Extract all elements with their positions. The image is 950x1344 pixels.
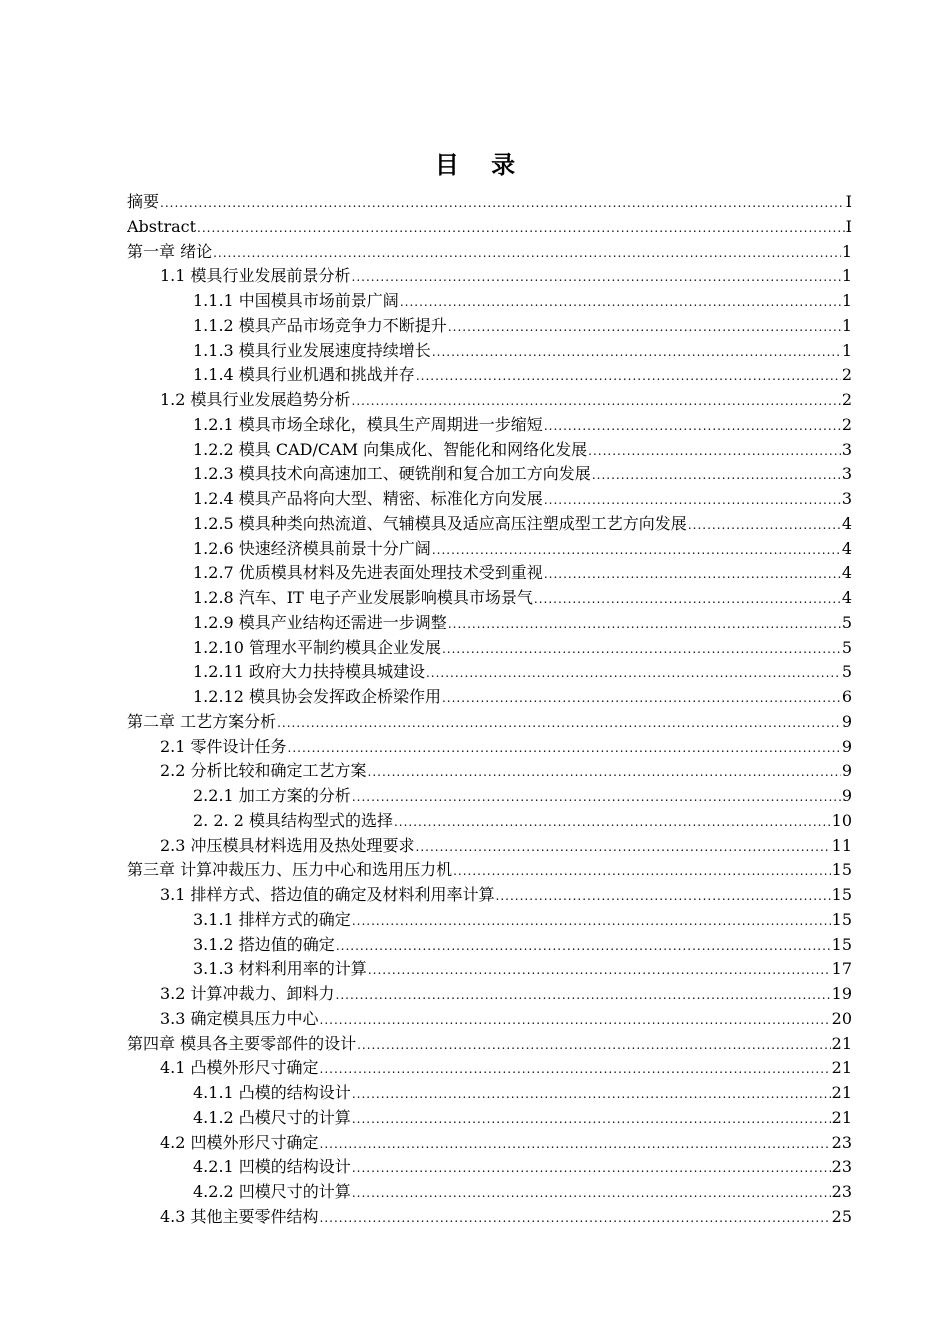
toc-entry-title: 1.2.9 模具产业结构还需进一步调整 (193, 612, 447, 632)
toc-dot-leader (400, 290, 841, 314)
toc-entry-title: 1.1 模具行业发展前景分析 (160, 266, 351, 286)
toc-entry-page-number: 4 (841, 563, 852, 583)
toc-entry[interactable] (127, 883, 852, 908)
toc-entry[interactable] (127, 264, 852, 289)
toc-entry-title: 1.2.11 政府大力扶持模具城建设 (193, 662, 425, 682)
toc-entry-page-number: 5 (841, 662, 852, 682)
toc-entry-page-number: 21 (831, 1083, 852, 1102)
toc-entry[interactable] (127, 982, 852, 1007)
toc-entry[interactable] (127, 438, 852, 463)
toc-entry-title: 4.1 凸模外形尺寸确定 (160, 1058, 319, 1078)
toc-entry[interactable] (127, 809, 852, 834)
toc-dot-leader (426, 661, 841, 685)
toc-entry-page-number: 25 (831, 1206, 852, 1226)
toc-dot-leader (442, 686, 841, 710)
toc-entry-page-number: 3 (841, 439, 852, 459)
toc-dot-leader (416, 835, 831, 859)
toc-entry-title: 1.1.2 模具产品市场竞争力不断提升 (193, 315, 447, 335)
toc-entry-title: 4.2 凹模外形尺寸确定 (160, 1132, 319, 1152)
toc-entry-title: 第二章 工艺方案分析 (127, 711, 277, 731)
toc-entry-title: 1.2.1 模具市场全球化，模具生产周期进一步缩短 (193, 414, 543, 434)
toc-entry-page-number: 17 (831, 959, 852, 979)
toc-dot-leader (534, 587, 841, 611)
toc-dot-leader (320, 1057, 831, 1081)
toc-entry-page-number: 6 (841, 687, 852, 706)
toc-entry-page-number: 4 (841, 538, 852, 558)
toc-dot-leader (544, 562, 841, 586)
toc-dot-leader (320, 1008, 831, 1032)
toc-entry[interactable] (127, 314, 852, 339)
toc-entry[interactable] (127, 190, 852, 215)
toc-entry[interactable] (127, 339, 852, 364)
toc-entry[interactable] (127, 611, 852, 636)
toc-entry-page-number: 1 (841, 266, 852, 286)
toc-entry-title: 1.1.1 中国模具市场前景广阔 (193, 291, 399, 310)
toc-entry[interactable] (127, 908, 852, 933)
toc-entry-page-number: 15 (831, 885, 852, 904)
toc-entry[interactable] (127, 537, 852, 562)
toc-entry[interactable] (127, 363, 852, 388)
toc-dot-leader (352, 1082, 831, 1106)
toc-entry-title: 4.2.2 凹模尺寸的计算 (193, 1182, 351, 1201)
toc-entry-page-number: 2 (841, 414, 852, 434)
toc-entry-page-number: 15 (831, 909, 852, 929)
toc-entry-title: 3.1 排样方式、搭边值的确定及材料利用率计算 (160, 885, 495, 904)
toc-dot-leader (448, 315, 841, 339)
toc-entry-title: 2.1 零件设计任务 (160, 736, 287, 756)
toc-entry-page-number: 5 (841, 637, 852, 657)
toc-entry-title: 2.3 冲压模具材料选用及热处理要求 (160, 835, 415, 855)
toc-entry[interactable] (127, 1007, 852, 1032)
toc-dot-leader (368, 958, 831, 982)
toc-dot-leader (544, 414, 841, 438)
toc-entry[interactable] (127, 586, 852, 611)
toc-dot-leader (160, 191, 845, 215)
toc-dot-leader (432, 340, 841, 364)
toc-entry-title: 3.1.2 搭边值的确定 (193, 934, 335, 954)
toc-entry-page-number: 1 (841, 340, 852, 360)
toc-entry-title: 1.2.4 模具产品将向大型、精密、标准化方向发展 (193, 489, 543, 508)
toc-entry[interactable] (127, 759, 852, 784)
toc-entry-title: 摘要 (127, 192, 160, 211)
toc-entry-title: Abstract (127, 216, 197, 236)
toc-dot-leader (544, 488, 841, 512)
toc-entry-title: 1.2.2 模具 CAD/CAM 向集成化、智能化和网络化发展 (193, 439, 588, 459)
toc-entry-title: 1.2.3 模具技术向高速加工、硬铣削和复合加工方向发展 (193, 464, 591, 484)
toc-entry[interactable] (127, 784, 852, 809)
toc-entry-page-number: 10 (831, 810, 852, 830)
toc-entry-title: 3.1.1 排样方式的确定 (193, 909, 351, 929)
toc-dot-leader (688, 513, 841, 537)
toc-entry-page-number: 21 (831, 1058, 852, 1078)
toc-entry-title: 第三章 计算冲裁压力、压力中心和选用压力机 (127, 860, 453, 880)
toc-entry-page-number: 23 (831, 1132, 852, 1152)
toc-dot-leader (320, 1132, 831, 1156)
table-of-contents (127, 190, 852, 1230)
toc-entry[interactable] (127, 660, 852, 685)
toc-entry-title: 3.3 确定模具压力中心 (160, 1008, 319, 1028)
toc-entry[interactable] (127, 512, 852, 537)
toc-entry-title: 2. 2. 2 模具结构型式的选择 (193, 810, 393, 830)
toc-entry-title: 4.1.1 凸模的结构设计 (193, 1083, 351, 1102)
toc-entry-title: 第一章 绪论 (127, 241, 213, 261)
toc-entry-page-number: 20 (831, 1008, 852, 1028)
toc-dot-leader (352, 1156, 831, 1180)
toc-entry-title: 4.1.2 凸模尺寸的计算 (193, 1107, 351, 1127)
toc-dot-leader (288, 736, 841, 760)
toc-entry-page-number: 2 (841, 365, 852, 385)
toc-dot-leader (394, 810, 831, 834)
toc-entry[interactable] (127, 1106, 852, 1131)
toc-dot-leader (352, 1107, 831, 1131)
toc-dot-leader (453, 859, 831, 883)
toc-entry-page-number: I (845, 216, 852, 236)
toc-entry-page-number: 9 (841, 736, 852, 756)
toc-entry[interactable] (127, 933, 852, 958)
toc-entry[interactable] (127, 1131, 852, 1156)
toc-entry-title: 1.2.7 优质模具材料及先进表面处理技术受到重视 (193, 563, 543, 583)
toc-dot-leader (588, 439, 841, 463)
toc-entry[interactable] (127, 710, 852, 735)
toc-entry[interactable] (127, 487, 852, 512)
toc-entry[interactable] (127, 1180, 852, 1205)
toc-entry-page-number: 23 (831, 1182, 852, 1201)
toc-entry-title: 1.1.4 模具行业机遇和挑战并存 (193, 365, 415, 385)
toc-entry-title: 1.2.12 模具协会发挥政企桥梁作用 (193, 687, 441, 706)
toc-entry-page-number: 19 (831, 984, 852, 1003)
toc-entry[interactable] (127, 1155, 852, 1180)
toc-entry-page-number: 21 (831, 1107, 852, 1127)
toc-entry-page-number: 23 (831, 1157, 852, 1177)
toc-entry-title: 1.2.8 汽车、IT 电子产业发展影响模具市场景气 (193, 588, 533, 607)
toc-entry-page-number: 5 (841, 612, 852, 632)
toc-entry-page-number: 9 (841, 786, 852, 805)
toc-entry-title: 第四章 模具各主要零部件的设计 (127, 1033, 357, 1053)
toc-dot-leader (277, 711, 841, 735)
toc-entry-title: 1.1.3 模具行业发展速度持续增长 (193, 340, 431, 360)
toc-entry[interactable] (127, 636, 852, 661)
toc-entry[interactable] (127, 561, 852, 586)
toc-entry-title: 4.2.1 凹模的结构设计 (193, 1157, 351, 1177)
toc-entry-page-number: 1 (841, 291, 852, 310)
toc-entry-title: 1.2 模具行业发展趋势分析 (160, 390, 351, 409)
page-title: 目 录 (434, 151, 528, 179)
toc-entry[interactable] (127, 215, 852, 240)
toc-dot-leader (448, 612, 841, 636)
toc-entry[interactable] (127, 1205, 852, 1230)
toc-entry[interactable] (127, 289, 852, 314)
toc-entry-title: 1.2.6 快速经济模具前景十分广阔 (193, 538, 431, 558)
toc-dot-leader (352, 909, 831, 933)
toc-dot-leader (352, 1181, 831, 1205)
toc-dot-leader (213, 241, 841, 265)
toc-entry[interactable] (127, 388, 852, 413)
toc-dot-leader (336, 983, 831, 1007)
toc-dot-leader (352, 785, 841, 809)
toc-dot-leader (197, 216, 845, 240)
toc-dot-leader (432, 538, 841, 562)
toc-dot-leader (416, 364, 841, 388)
toc-dot-leader (320, 1206, 831, 1230)
toc-entry-title: 1.2.5 模具种类向热流道、气辅模具及适应高压注塑成型工艺方向发展 (193, 513, 687, 533)
toc-entry-page-number: 11 (831, 835, 852, 855)
toc-dot-leader (442, 637, 841, 661)
toc-dot-leader (592, 463, 841, 487)
toc-entry-title: 2.2.1 加工方案的分析 (193, 786, 351, 805)
toc-entry[interactable] (127, 413, 852, 438)
toc-dot-leader (352, 265, 841, 289)
toc-entry[interactable] (127, 685, 852, 710)
toc-entry-page-number: 1 (841, 315, 852, 335)
toc-entry-page-number: 21 (831, 1033, 852, 1053)
toc-dot-leader (336, 934, 831, 958)
toc-entry-page-number: 15 (831, 934, 852, 954)
toc-entry-page-number: 4 (841, 513, 852, 533)
toc-entry[interactable] (127, 735, 852, 760)
toc-entry-page-number: 15 (831, 860, 852, 880)
toc-entry[interactable] (127, 240, 852, 265)
toc-entry[interactable] (127, 462, 852, 487)
toc-entry-page-number: 3 (841, 464, 852, 484)
toc-entry-page-number: 4 (841, 588, 852, 607)
toc-entry-page-number: 3 (841, 489, 852, 508)
toc-entry-page-number: 1 (841, 241, 852, 261)
toc-dot-leader (496, 884, 831, 908)
toc-entry[interactable] (127, 1032, 852, 1057)
toc-dot-leader (352, 389, 841, 413)
toc-entry-title: 3.1.3 材料利用率的计算 (193, 959, 367, 979)
toc-entry[interactable] (127, 1056, 852, 1081)
toc-dot-leader (368, 760, 841, 784)
toc-entry[interactable] (127, 957, 852, 982)
toc-entry[interactable] (127, 834, 852, 859)
toc-dot-leader (357, 1033, 831, 1057)
toc-entry[interactable] (127, 1081, 852, 1106)
toc-entry-page-number: I (845, 192, 852, 211)
toc-entry-title: 1.2.10 管理水平制约模具企业发展 (193, 637, 441, 657)
toc-entry-page-number: 2 (841, 390, 852, 409)
toc-entry[interactable] (127, 858, 852, 883)
toc-entry-title: 2.2 分析比较和确定工艺方案 (160, 761, 367, 781)
toc-entry-page-number: 9 (841, 711, 852, 731)
toc-entry-title: 4.3 其他主要零件结构 (160, 1206, 319, 1226)
toc-entry-page-number: 9 (841, 761, 852, 781)
toc-entry-title: 3.2 计算冲裁力、卸料力 (160, 984, 335, 1003)
